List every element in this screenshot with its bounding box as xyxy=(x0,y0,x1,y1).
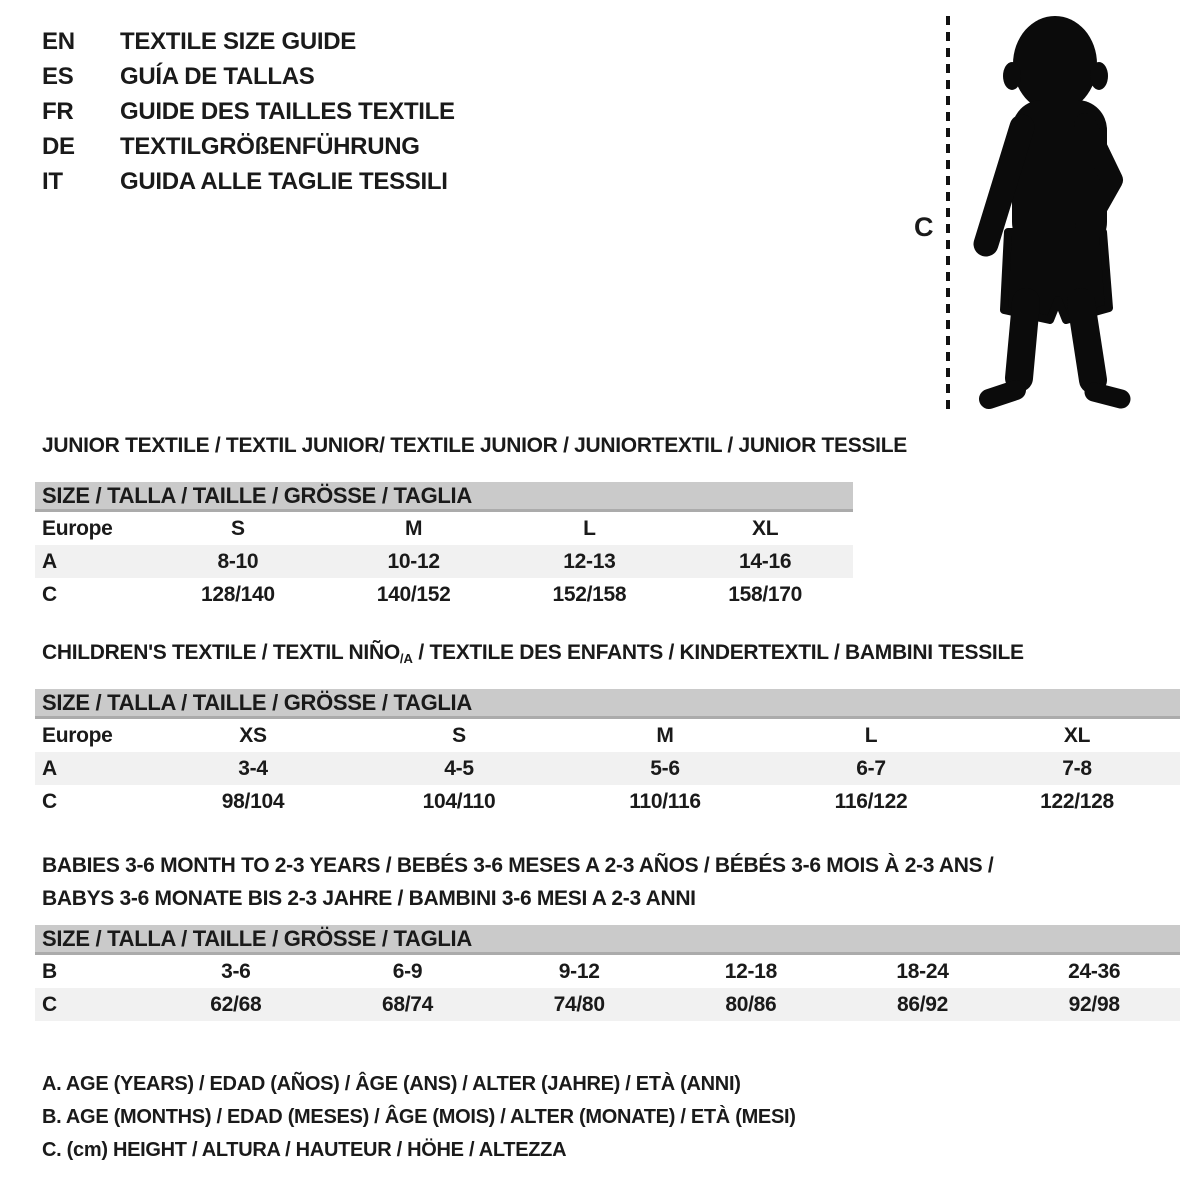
table-row-europe xyxy=(35,512,853,545)
age-cell: 7-8 xyxy=(1062,756,1092,780)
table-row-height xyxy=(35,785,1180,818)
row-label: C xyxy=(42,789,57,813)
language-title: TEXTILE SIZE GUIDE xyxy=(120,27,356,55)
language-title: TEXTILGRÖßENFÜHRUNG xyxy=(120,132,420,160)
height-measure-dashed-line xyxy=(944,16,952,416)
size-cell: M xyxy=(656,723,674,747)
babies-title-line2: BABYS 3-6 MONATE BIS 2-3 JAHRE / BAMBINI 3-6 MESI A 2-3 ANNI xyxy=(42,887,696,910)
legend-line-age-years: A. AGE (YEARS) / EDAD (AÑOS) / ÂGE (ANS) / ALTER (JAHRE) / ETÀ (ANNI) xyxy=(42,1073,741,1095)
size-cell: XL xyxy=(1063,723,1091,747)
age-cell: 12-13 xyxy=(563,549,616,573)
language-code: IT xyxy=(42,167,63,195)
age-cell: 12-18 xyxy=(724,959,777,983)
table-row-europe xyxy=(35,719,1180,752)
height-measure-label: C xyxy=(914,212,934,242)
age-cell: 14-16 xyxy=(739,549,792,573)
toddler-silhouette-image xyxy=(962,12,1140,412)
age-cell: 4-5 xyxy=(444,756,474,780)
size-header-bar: SIZE / TALLA / TAILLE / GRÖSSE / TAGLIA xyxy=(35,482,853,512)
height-cell: 98/104 xyxy=(221,789,285,813)
size-cell: XL xyxy=(752,516,779,540)
junior-section-title: JUNIOR TEXTILE / TEXTIL JUNIOR/ TEXTILE JUNIOR / JUNIORTEXTIL / JUNIOR TESSILE xyxy=(42,434,907,457)
language-row-fr xyxy=(42,94,455,129)
height-cell: 140/152 xyxy=(376,582,451,606)
row-label: Europe xyxy=(42,723,113,747)
children-title-subscript: /A xyxy=(399,651,413,666)
language-code: FR xyxy=(42,97,74,125)
language-row-it xyxy=(42,164,455,199)
size-cell: S xyxy=(452,723,466,747)
height-cell: 110/116 xyxy=(629,789,701,813)
size-header-bar: SIZE / TALLA / TAILLE / GRÖSSE / TAGLIA xyxy=(35,689,1180,719)
language-title-list xyxy=(42,24,455,199)
children-size-table xyxy=(35,689,1180,818)
size-cell: L xyxy=(583,516,596,540)
table-row-age xyxy=(35,752,1180,785)
age-cell: 24-36 xyxy=(1068,959,1121,983)
babies-size-table xyxy=(35,925,1180,1021)
height-cell: 116/122 xyxy=(834,789,908,813)
height-cell: 128/140 xyxy=(200,582,275,606)
height-cell: 62/68 xyxy=(210,992,262,1016)
size-cell: M xyxy=(405,516,423,540)
language-row-es xyxy=(42,59,455,94)
height-cell: 152/158 xyxy=(552,582,627,606)
age-cell: 10-12 xyxy=(387,549,440,573)
age-cell: 9-12 xyxy=(558,959,600,983)
row-label: B xyxy=(42,959,57,983)
height-cell: 158/170 xyxy=(728,582,803,606)
babies-section-title xyxy=(42,849,993,915)
children-section-title xyxy=(42,641,1024,665)
age-cell: 6-9 xyxy=(392,959,423,983)
measurement-legend xyxy=(42,1068,796,1167)
age-cell: 3-6 xyxy=(221,959,251,983)
height-cell: 80/86 xyxy=(725,992,777,1016)
height-cell: 122/128 xyxy=(1040,789,1114,813)
row-label: A xyxy=(42,549,57,573)
row-label: Europe xyxy=(42,516,113,540)
size-header-bar: SIZE / TALLA / TAILLE / GRÖSSE / TAGLIA xyxy=(35,925,1180,955)
height-cell: 92/98 xyxy=(1068,992,1120,1016)
size-cell: L xyxy=(864,723,878,747)
babies-title-line1: BABIES 3-6 MONTH TO 2-3 YEARS / BEBÉS 3-6 MESES A 2-3 AÑOS / BÉBÉS 3-6 MOIS À 2-3 ANS / xyxy=(42,854,994,877)
language-row-en xyxy=(42,24,455,59)
children-title-prefix: CHILDREN'S TEXTILE / TEXTIL NIÑO xyxy=(42,641,400,664)
language-title: GUIDA ALLE TAGLIE TESSILI xyxy=(120,167,448,195)
height-cell: 86/92 xyxy=(896,992,949,1016)
age-cell: 5-6 xyxy=(650,756,680,780)
row-label: C xyxy=(42,992,57,1016)
age-cell: 18-24 xyxy=(896,959,949,983)
row-label: A xyxy=(42,756,57,780)
language-code: ES xyxy=(42,62,74,90)
junior-size-table xyxy=(35,482,853,611)
height-cell: 68/74 xyxy=(381,992,434,1016)
table-row-height xyxy=(35,988,1180,1021)
age-cell: 3-4 xyxy=(238,756,268,780)
age-cell: 8-10 xyxy=(217,549,259,573)
size-cell: S xyxy=(231,516,245,540)
legend-line-height: C. (cm) HEIGHT / ALTURA / HAUTEUR / HÖHE / ALTEZZA xyxy=(42,1139,567,1161)
children-title-suffix: / TEXTILE DES ENFANTS / KINDERTEXTIL / BAMBINI TESSILE xyxy=(412,641,1024,664)
language-code: EN xyxy=(42,27,75,55)
table-row-age xyxy=(35,545,853,578)
table-row-height xyxy=(35,578,853,611)
language-row-de xyxy=(42,129,455,164)
language-title: GUIDE DES TAILLES TEXTILE xyxy=(120,97,455,125)
table-row-age-months xyxy=(35,955,1180,988)
language-code: DE xyxy=(42,132,75,160)
height-cell: 104/110 xyxy=(422,789,496,813)
language-title: GUÍA DE TALLAS xyxy=(120,62,315,90)
height-cell: 74/80 xyxy=(553,992,605,1016)
row-label: C xyxy=(42,582,57,606)
legend-line-age-months: B. AGE (MONTHS) / EDAD (MESES) / ÂGE (MOIS) / ALTER (MONATE) / ETÀ (MESI) xyxy=(42,1106,796,1128)
size-cell: XS xyxy=(239,723,267,747)
age-cell: 6-7 xyxy=(856,756,886,780)
